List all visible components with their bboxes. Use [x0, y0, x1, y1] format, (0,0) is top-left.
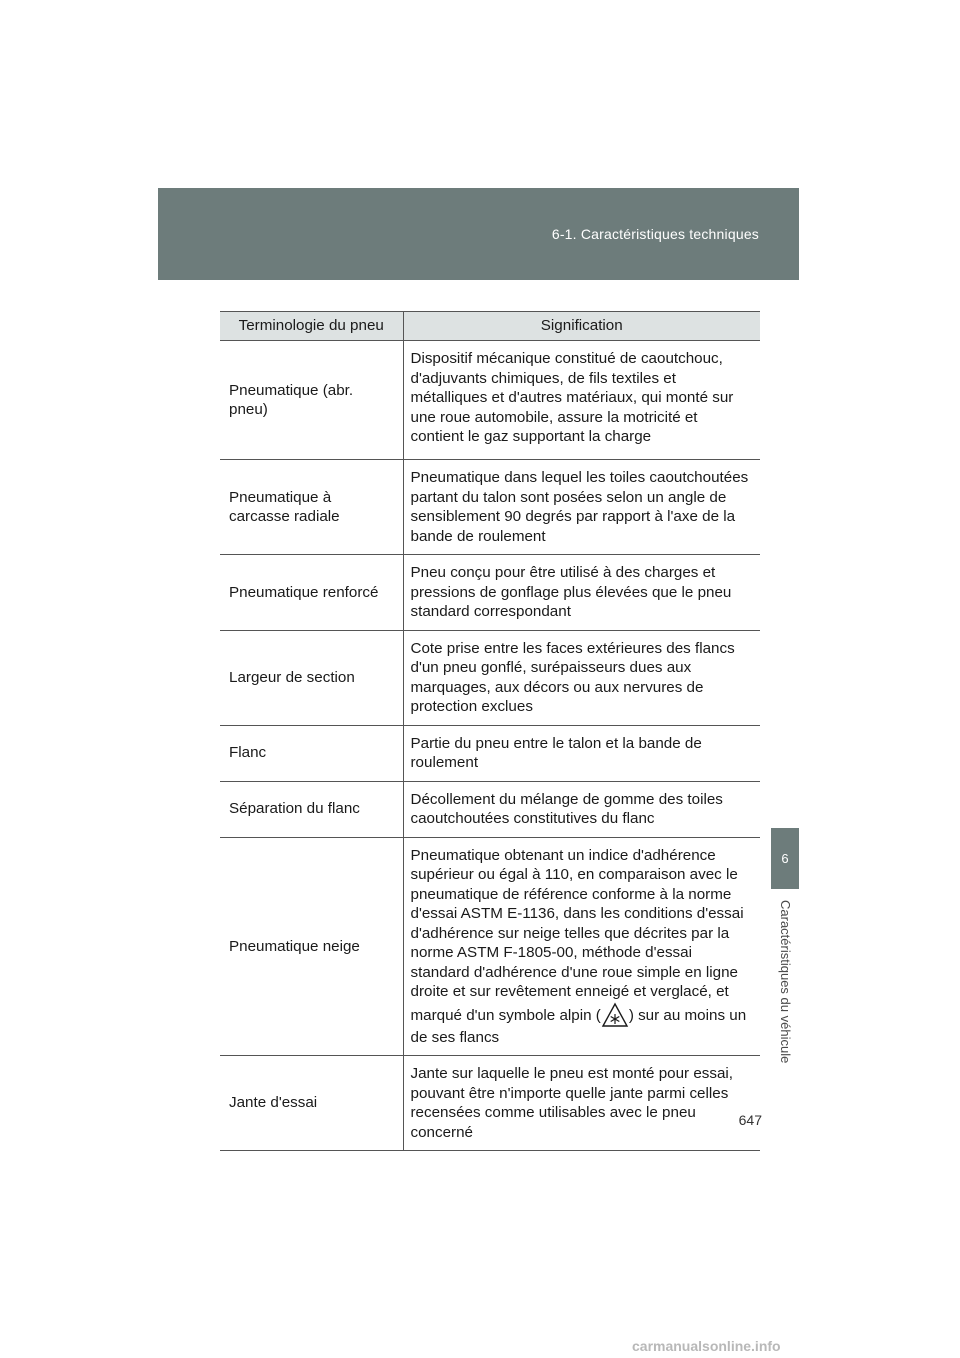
table-row	[220, 341, 760, 460]
table-header-row	[220, 312, 760, 341]
definition-cell: Partie du pneu entre le talon et la bande de roulement	[403, 725, 760, 781]
table-row	[220, 837, 760, 1056]
term-cell: Pneumatique (abr. pneu)	[220, 341, 403, 460]
mountain-snowflake-icon	[601, 1002, 629, 1028]
definition-text: Pneumatique obtenant un indice d'adhérence supérieur ou égal à 110, en comparaison avec le pneumatique de référence conforme à la norme d'essai ASTM E-1136, dans les conditions d'essai d'adhérence sur neige telles que décrites par la norme ASTM F-1805-00, méthode d'essai standard d'adhérence d'une roue simple en ligne droite et sur revêtement enneigé et verglacé, et marqué d'un symbole alpin (	[410, 846, 744, 1024]
table-row	[220, 725, 760, 781]
column-header-term: Terminologie du pneu	[220, 312, 403, 341]
term-cell: Pneumatique à carcasse radiale	[220, 460, 403, 555]
definition-cell: Décollement du mélange de gomme des toiles caoutchoutées constitutives du flanc	[403, 781, 760, 837]
term-cell: Pneumatique renforcé	[220, 555, 403, 631]
definition-cell: Pneumatique dans lequel les toiles caoutchoutées partant du talon sont posées selon un angle de sensiblement 90 degrés par rapport à l'axe de la bande de roulement	[403, 460, 760, 555]
definition-cell: Cote prise entre les faces extérieures des flancs d'un pneu gonflé, surépaisseurs dues aux marquages, aux décors ou aux nervures de protection exclues	[403, 630, 760, 725]
term-cell: Séparation du flanc	[220, 781, 403, 837]
chapter-side-label: Caractéristiques du véhicule	[778, 900, 793, 1064]
table-row	[220, 781, 760, 837]
table-row	[220, 630, 760, 725]
table-row	[220, 1056, 760, 1151]
chapter-header-band	[158, 188, 799, 280]
definition-cell: Dispositif mécanique constitué de caoutchouc, d'adjuvants chimiques, de fils textiles et métalliques et d'autres matériaux, qui monté sur une roue automobile, assure la motricité et contient le gaz supportant la charge	[403, 341, 760, 460]
definition-text-end: ) sur au moins un de ses flancs	[410, 1006, 747, 1046]
watermark: carmanualsonline.info	[632, 1338, 781, 1354]
page-number: 647	[738, 1112, 762, 1128]
definition-cell: Pneu conçu pour être utilisé à des charges et pressions de gonflage plus élevées que le pneu standard correspondant	[403, 555, 760, 631]
term-cell: Flanc	[220, 725, 403, 781]
column-header-meaning: Signification	[403, 312, 760, 341]
term-cell: Jante d'essai	[220, 1056, 403, 1151]
chapter-number-tab: 6	[771, 828, 799, 889]
definition-cell	[403, 837, 760, 1056]
definition-cell: Jante sur laquelle le pneu est monté pour essai, pouvant être n'importe quelle jante parmi celles recensées comme utilisables avec le pneu concerné	[403, 1056, 760, 1151]
term-cell: Pneumatique neige	[220, 837, 403, 1056]
table-row	[220, 460, 760, 555]
section-title: 6-1. Caractéristiques techniques	[551, 226, 759, 242]
table-row	[220, 555, 760, 631]
tire-terminology-table	[220, 311, 760, 1151]
term-cell: Largeur de section	[220, 630, 403, 725]
